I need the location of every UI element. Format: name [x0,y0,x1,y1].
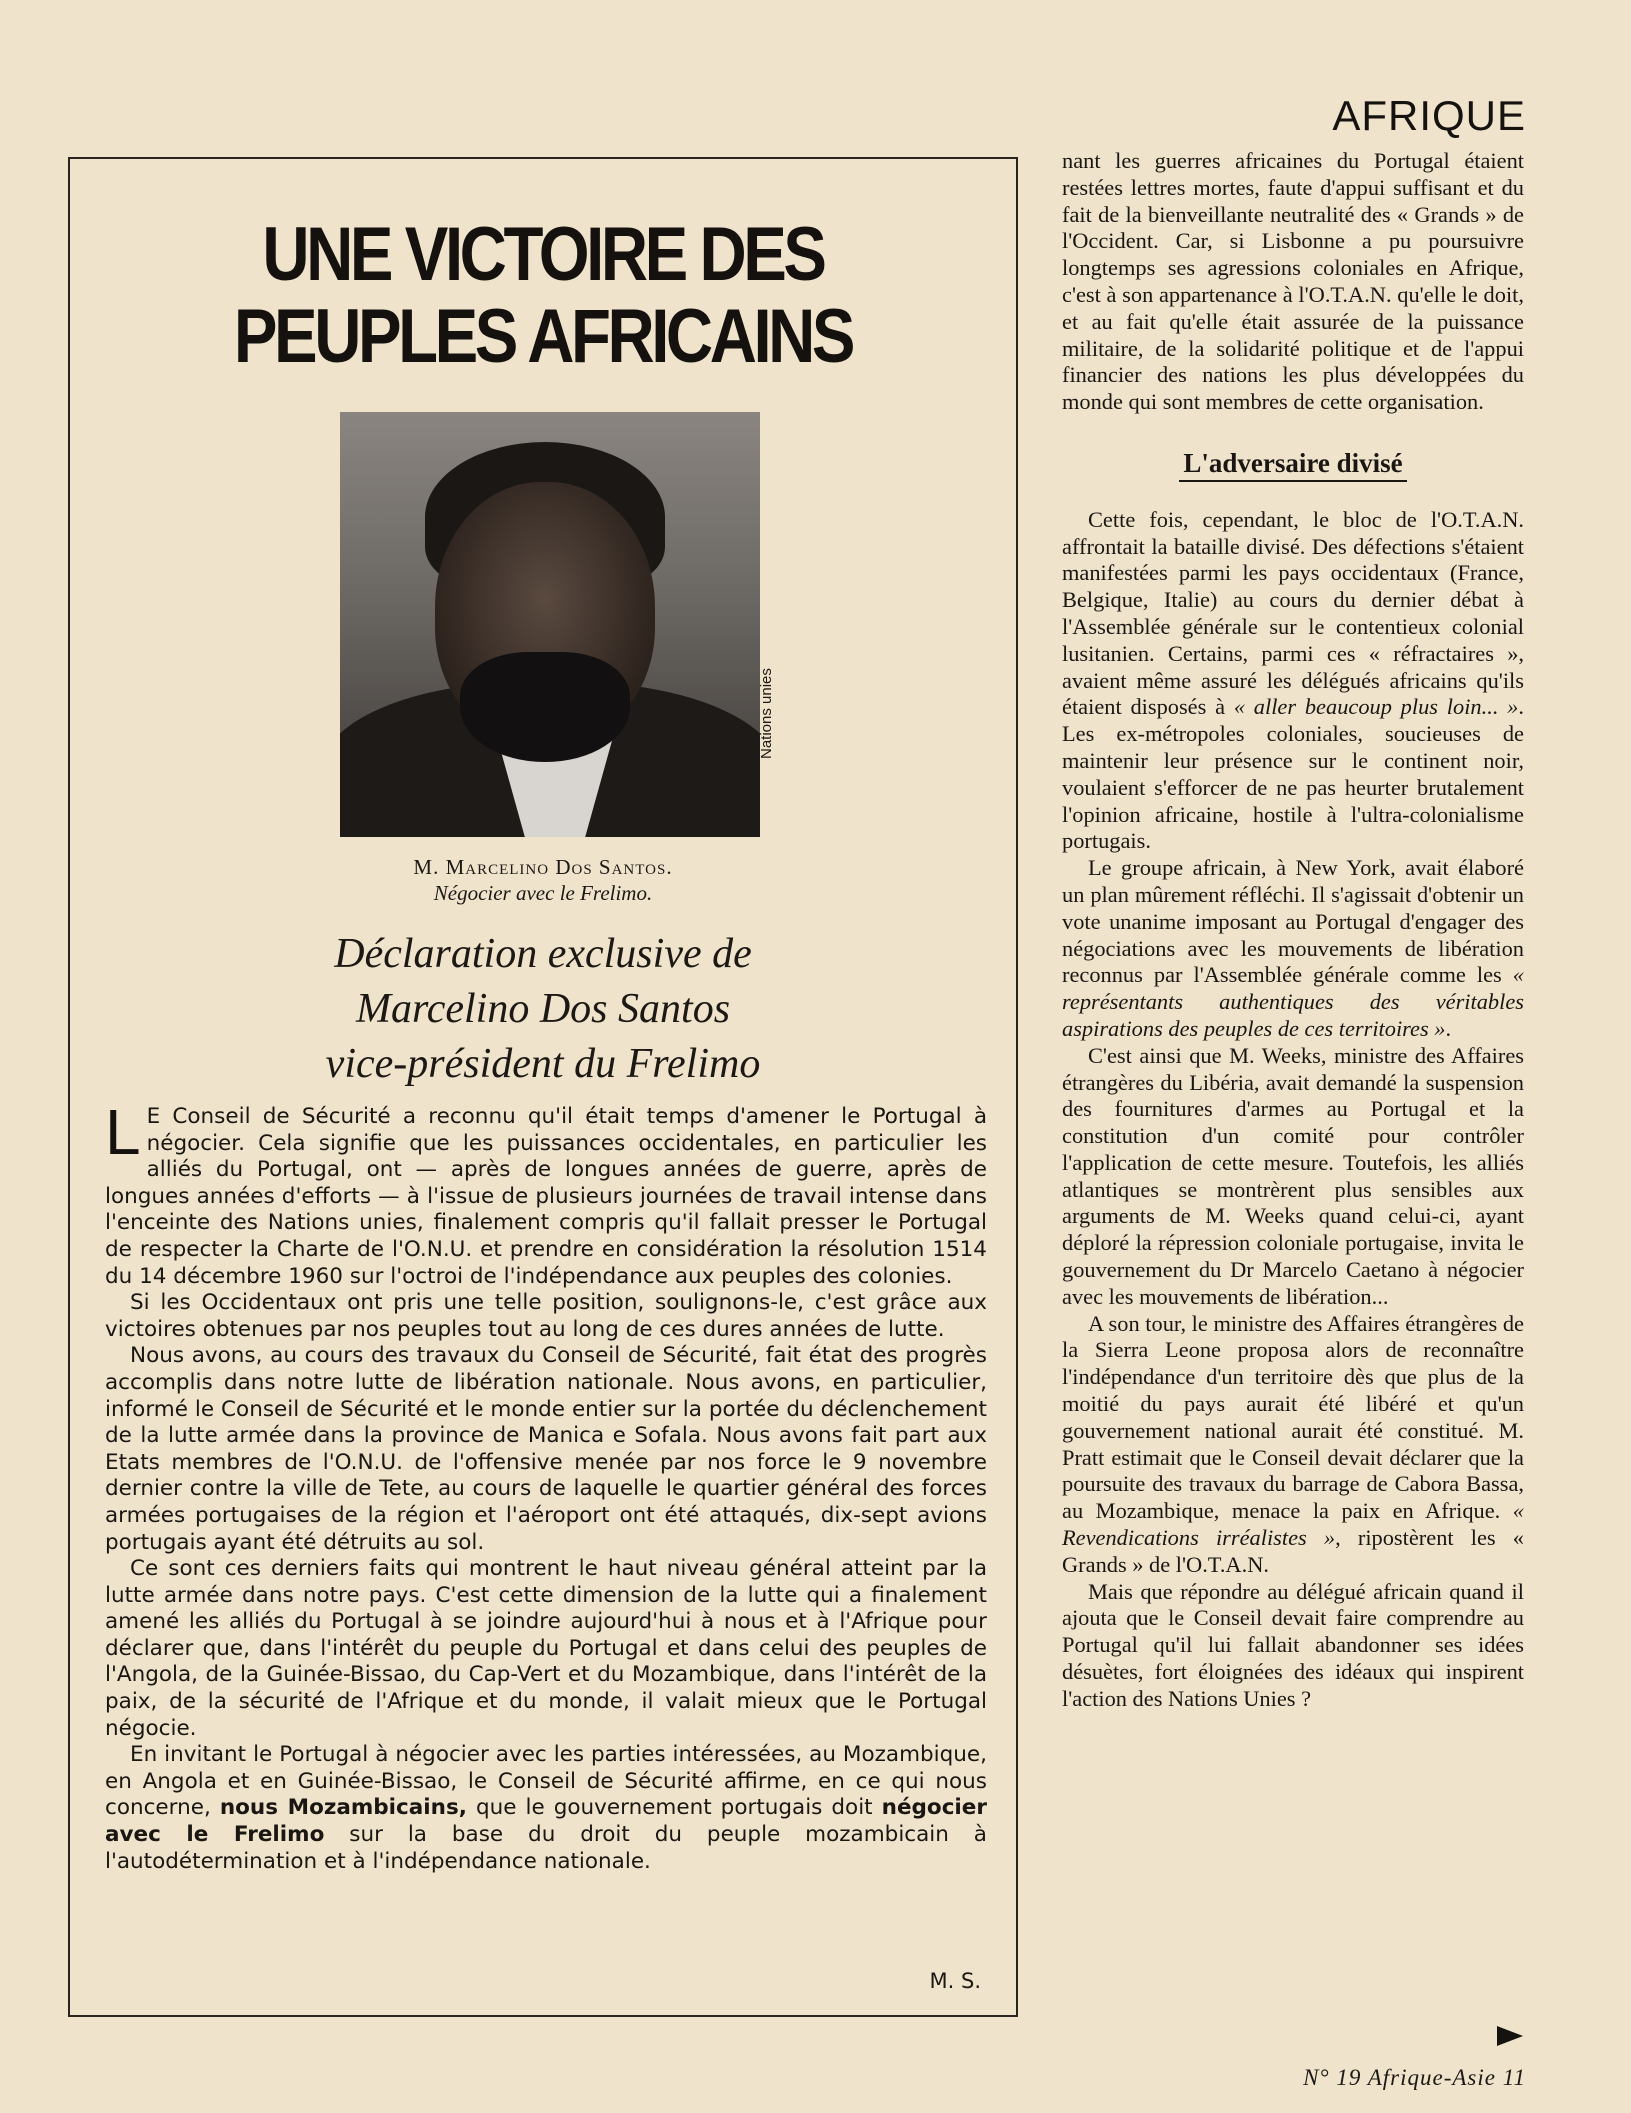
article-paragraph: Si les Occidentaux ont pris une telle position, soulignons-le, c'est grâce aux victoires obtenues par nos peuples tout au long de ces dures années de lutte. [105,1290,987,1342]
photo-caption [70,854,1016,906]
paragraph-text: . Les ex-métropoles coloniales, soucieuses de maintenir leur présence sur le continent noir, voulaient s'efforcer de ne pas heurter brutalement l'opinion africaine, hostile à l'ultra-colonialisme portugais. [1062,694,1524,854]
right-column [1062,148,1524,1713]
headline [136,214,950,378]
page-footer: N° 19 Afrique-Asie 11 [1303,2065,1526,2090]
paragraph-text: E Conseil de Sécurité a reconnu qu'il était temps d'amener le Portugal à négocier. Cela signifie que les puissances occidentales, en particulier les alliés du Portugal, ont — après de longues années de guerre, après de longues années d'efforts — à l'issue de plusieurs journées de travail intense dans l'enceinte des Nations unies, finalement compris qu'il fallait presser le Portugal de respecter la Charte de l'O.N.U. et prendre en considération la résolution 1514 du 14 décembre 1960 sur l'octroi de l'indépendance aux peuples des colonies. [105,1104,987,1289]
column-paragraph [1062,1311,1524,1579]
photo-credit: Nations unies [758,668,775,759]
caption-name: M. Marcelino Dos Santos. [413,855,673,879]
column-paragraph [1062,855,1524,1043]
column-paragraph [1062,507,1524,855]
paragraph-text: A son tour, le ministre des Affaires étrangères de la Sierra Leone proposa alors de reconnaître l'indépendance d'un territoire dès que plus de la moitié du pays aurait été libéré et qu'un gouvernement national aurait été constitué. M. Pratt estimait que le Conseil devait déclarer que la poursuite des travaux du barrage de Cabora Bassa, au Mozambique, menace la paix en Afrique. [1062,1310,1524,1524]
italic-text: « aller beaucoup plus loin... » [1233,694,1519,720]
paragraph-text: Cette fois, cependant, le bloc de l'O.T.A.N. affrontait la bataille divisé. Des défections s'étaient manifestées parmi les pays occidentaux (France, Belgique, Italie) au cours du dernier débat à l'Assemblée générale sur le contentieux colonial lusitanien. Certains, parmi ces « réfractaires », avaient même assuré les délégués africains qu'ils étaient disposés à [1062,506,1524,720]
declaration-line-2: Marcelino Dos Santos [355,986,731,1032]
paragraph-text: sur la base du droit du peuple mozambicain à l'autodétermination et à l'indépendance nationale. [105,1822,987,1874]
photo-beard-shape [460,652,630,762]
headline-line-1: UNE VICTOIRE DES [262,212,824,297]
subheading-text: L'adversaire divisé [1179,448,1406,482]
article-box [68,157,1018,2017]
signature: M. S. [929,1969,981,1993]
paragraph-text: que le gouvernement portugais doit [466,1795,882,1821]
bold-text: négocier avec le Frelimo [105,1795,987,1848]
italic-text: « Revendications irréalistes » [1062,1498,1524,1551]
column-paragraph: C'est ainsi que M. Weeks, ministre des Affaires étrangères du Libéria, avait demandé la suspension des fournitures d'armes au Portugal et la constitution d'un comité pour contrôler l'application de cette mesure. Toutefois, les alliés atlantiques se montrèrent plus sensibles aux arguments de M. Weeks quand celui-ci, ayant déploré la répression coloniale portugaise, invita le gouvernement du Dr Marcelo Caetano à négocier avec les mouvements de libération... [1062,1042,1524,1309]
article-paragraph [105,1096,987,1290]
subheading [1062,447,1524,478]
declaration-line-3: vice-président du Frelimo [325,1041,761,1087]
declaration-body [105,1096,987,1875]
article-paragraph: Ce sont ces derniers faits qui montrent le haut niveau général atteint par la lutte armée dans notre pays. C'est cette dimension de la lutte qui a finalement amené les alliés du Portugal à se joindre aujourd'hui à nous et à l'Afrique pour déclarer que, dans l'intérêt du peuple du Portugal et dans celui des peuples de l'Angola, de la Guinée-Bissao, du Cap-Vert et du Mozambique, dans l'intérêt de la paix, de la sécurité de l'Afrique et du monde, il valait mieux que le Portugal négocie. [105,1556,987,1741]
headline-line-2: PEUPLES AFRICAINS [233,294,853,379]
caption-subtitle: Négocier avec le Frelimo. [433,881,653,905]
portrait-photo [340,412,760,837]
section-tag: AFRIQUE [1332,92,1526,139]
paragraph-text: . [1445,1015,1452,1041]
bold-text: nous Mozambicains, [219,1795,467,1821]
drop-cap: L [105,1096,141,1168]
paragraph-text: Le groupe africain, à New York, avait élaboré un plan mûrement réfléchi. Il s'agissait d'obtenir un vote unanime imposant au Portugal d'engager des négociations avec les mouvements de libération reconnus par l'Assemblée générale comme les [1062,855,1524,988]
paragraph-text: , ripostèrent les « Grands » de l'O.T.A.N. [1062,1525,1524,1577]
article-paragraph [105,1742,987,1875]
declaration-line-1: Déclaration exclusive de [334,931,752,977]
paragraph-text: En invitant le Portugal à négocier avec les parties intéressées, au Mozambique, en Angola et en Guinée-Bissao, le Conseil de Sécurité affirme, en ce qui nous concerne, [105,1742,987,1821]
column-paragraph: Mais que répondre au délégué africain quand il ajouta que le Conseil devait faire comprendre au Portugal qu'il lui fallait abandonner ses idées désuètes, fort éloignées des idéaux qui inspirent l'action des Nations Unies ? [1062,1578,1524,1711]
declaration-title [70,927,1016,1092]
column-paragraph: nant les guerres africaines du Portugal étaient restées lettres mortes, faute d'appui suffisant et du fait de la bienveillante neutralité des « Grands » de l'Occident. Car, si Lisbonne a pu poursuivre longtemps ses agressions coloniales en Afrique, c'est à son appartenance à l'O.T.A.N. qu'elle le doit, et au fait qu'elle était assurée de la puissance militaire, de la solidarité politique et de l'appui financier des nations les plus développées du monde qui sont membres de cette organisation. [1062,148,1524,415]
continue-arrow-icon [1497,2026,1523,2046]
italic-text: « représentants authentiques des véritables aspirations des peuples de ces territoires » [1062,962,1524,1041]
article-paragraph: Nous avons, au cours des travaux du Conseil de Sécurité, fait état des progrès accomplis dans notre lutte de libération nationale. Nous avons, en particulier, informé le Conseil de Sécurité et le monde entier sur la portée du déclenchement de la lutte armée dans la province de Manica e Sofala. Nous avons fait part aux Etats membres de l'O.N.U. de l'offensive menée par nos force le 9 novembre dernier contre la ville de Tete, au cours de laquelle le quartier général des forces armées portugaises de la région et l'aéroport ont été attaqués, dix-sept avions portugais ayant été détruits au sol. [105,1343,987,1555]
